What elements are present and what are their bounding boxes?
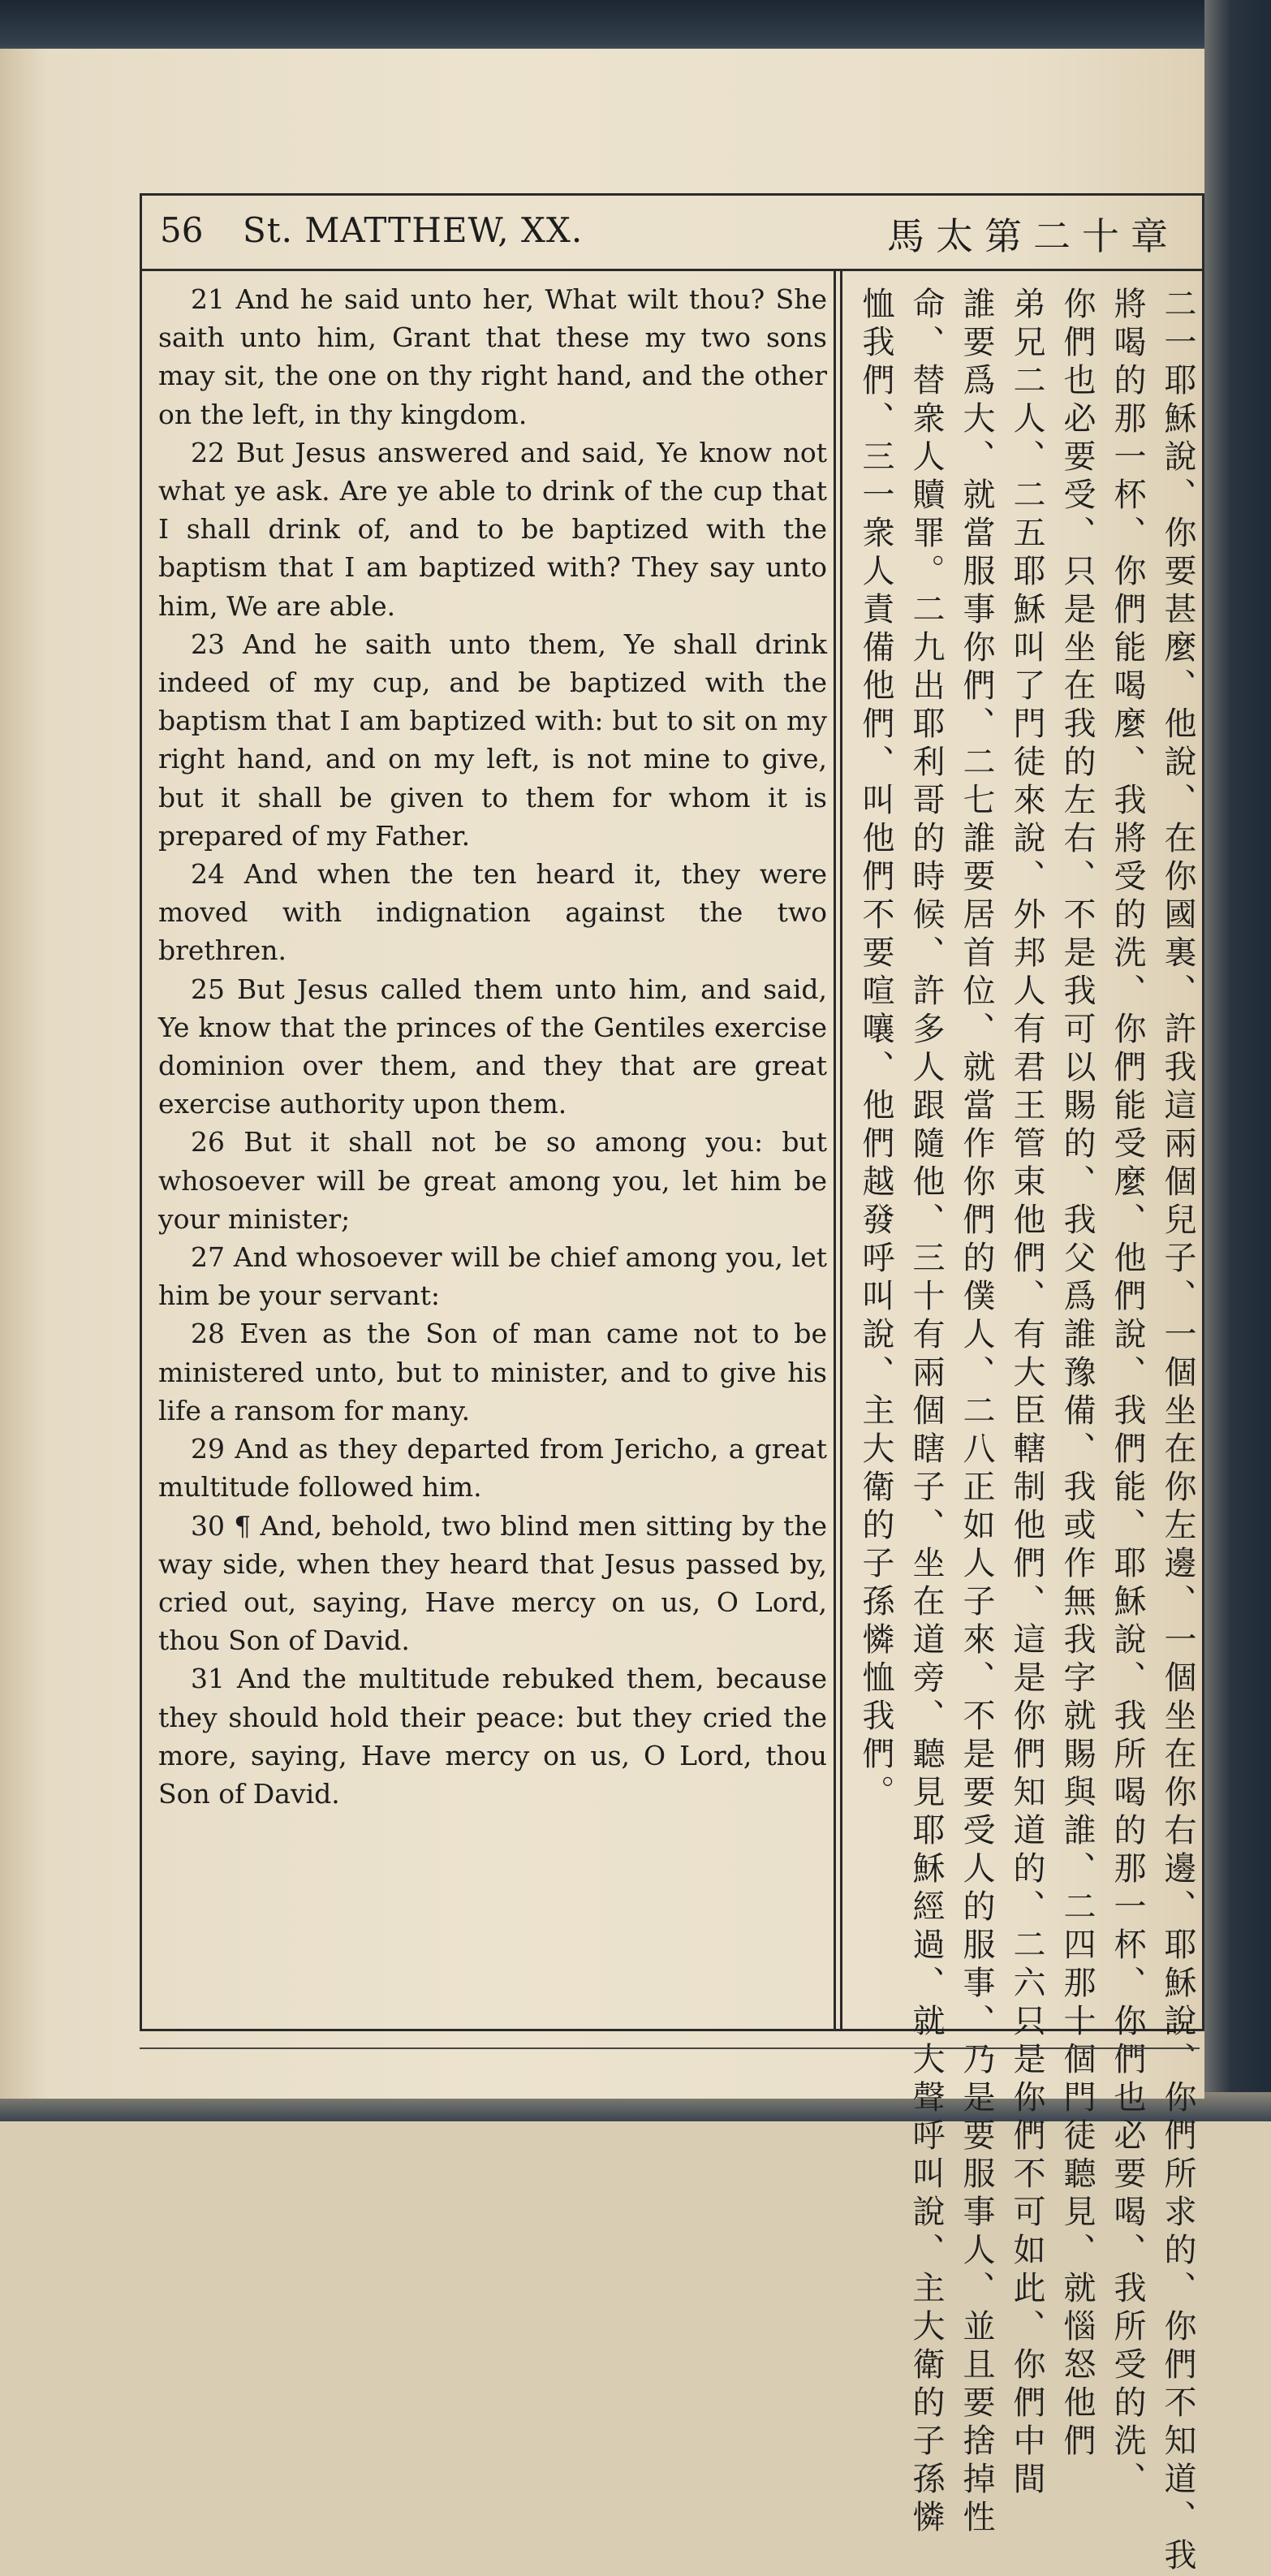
- verse-27: 27 And whosoever will be chief among you, let him be your servant:: [158, 1241, 827, 1312]
- chinese-text-line: 你們也必要受、只是坐在我的左右、不是我可以賜的、我父爲誰豫備、我或作無我字就賜與誰、二四那十個門徒聽見、就惱怒他們: [1058, 287, 1096, 2462]
- chinese-text-line: 誰要爲大、就當服事你們、二七誰要居首位、就當作你們的僕人、二八正如人子來、不是要受人的服事、乃是要服事人、並且要捨掉性: [958, 287, 995, 2538]
- chinese-column: [842, 274, 1196, 2576]
- page-frame: [140, 193, 1204, 2576]
- page-number: 56: [160, 210, 204, 250]
- chinese-text-line: 命、替衆人贖罪。二九出耶利哥的時候、許多人跟隨他、三十有兩個瞎子、坐在道旁、聽見耶穌經過、就大聲呼叫說、主大衛的子孫憐: [907, 287, 945, 2538]
- verse-24: 24 And when the ten heard it, they were moved with indignation against the two brethren.: [158, 858, 827, 967]
- verse-25: 25 But Jesus called them unto him, and said, Ye know that the princes of the Gentiles exercise dominion over them, and they that are great exercise authority upon them.: [158, 973, 827, 1120]
- chinese-text-line: 恤我們、三一衆人責備他們、叫他們不要喧嚷、他們越發呼叫說、主大衛的子孫憐恤我們。: [857, 287, 894, 1813]
- verse-29: 29 And as they departed from Jericho, a great multitude followed him.: [158, 1433, 827, 1504]
- book-cover-right: [1204, 0, 1271, 2121]
- verse-22: 22 But Jesus answered and said, Ye know not what ye ask. Are ye able to drink of the cup that I shall drink of, and to be baptized with the baptism that I am baptized with? They say unto him, We are able.: [158, 436, 827, 622]
- running-title-chinese: 馬太第二十章: [887, 214, 1179, 258]
- column-divider-left: [834, 271, 836, 2029]
- verse-28: 28 Even as the Son of man came not to be ministered unto, but to minister, and to give his life a ransom for many.: [158, 1318, 827, 1426]
- verse-21: 21 And he said unto her, What wilt thou? She saith unto him, Grant that these my two sons may sit, the one on thy right hand, and the other on the left, in thy kingdom.: [158, 283, 827, 430]
- running-title: St. MATTHEW, XX.: [243, 210, 584, 250]
- page-header: [142, 196, 1202, 271]
- verse-26: 26 But it shall not be so among you: but whosoever will be great among you, let him be your minister;: [158, 1126, 827, 1235]
- verse-30: 30 ¶ And, behold, two blind men sitting by the way side, when they heard that Jesus passed by, cried out, saying, Have mercy on us, O Lord, thou Son of David.: [158, 1509, 827, 1657]
- verse-23: 23 And he saith unto them, Ye shall drink indeed of my cup, and be baptized with the baptism that I am baptized with: but to sit on my right hand, and on my left, is not mine to give, but it shall be given to them for whom it is prepared of my Father.: [158, 628, 827, 852]
- book-page: [0, 49, 1204, 2576]
- english-column: [158, 280, 827, 1813]
- chinese-text-line: 弟兄二人、二五耶穌叫了門徒來說、外邦人有君王管束他們、有大臣轄制他們、這是你們知道的、二六只是你們不可如此、你們中間: [1008, 287, 1045, 2500]
- chinese-text-line: 將喝的那一杯、你們能喝麼、我將受的洗、你們能受麼、他們說、我們能、耶穌說、我所喝的那一杯、你們也必要喝、我所受的洗、: [1109, 287, 1146, 2500]
- verse-31: 31 And the multitude rebuked them, because they should hold their peace: but they cried the more, saying, Have mercy on us, O Lord, thou Son of David.: [158, 1663, 827, 1810]
- footer-rule: [140, 2047, 1200, 2049]
- chinese-text-line: 二一耶穌說、你要甚麼、他說、在你國裏、許我這兩個兒子、一個坐在你左邊、一個坐在你右邊、耶穌說、你們所求的、你們不知道、我: [1159, 287, 1196, 2576]
